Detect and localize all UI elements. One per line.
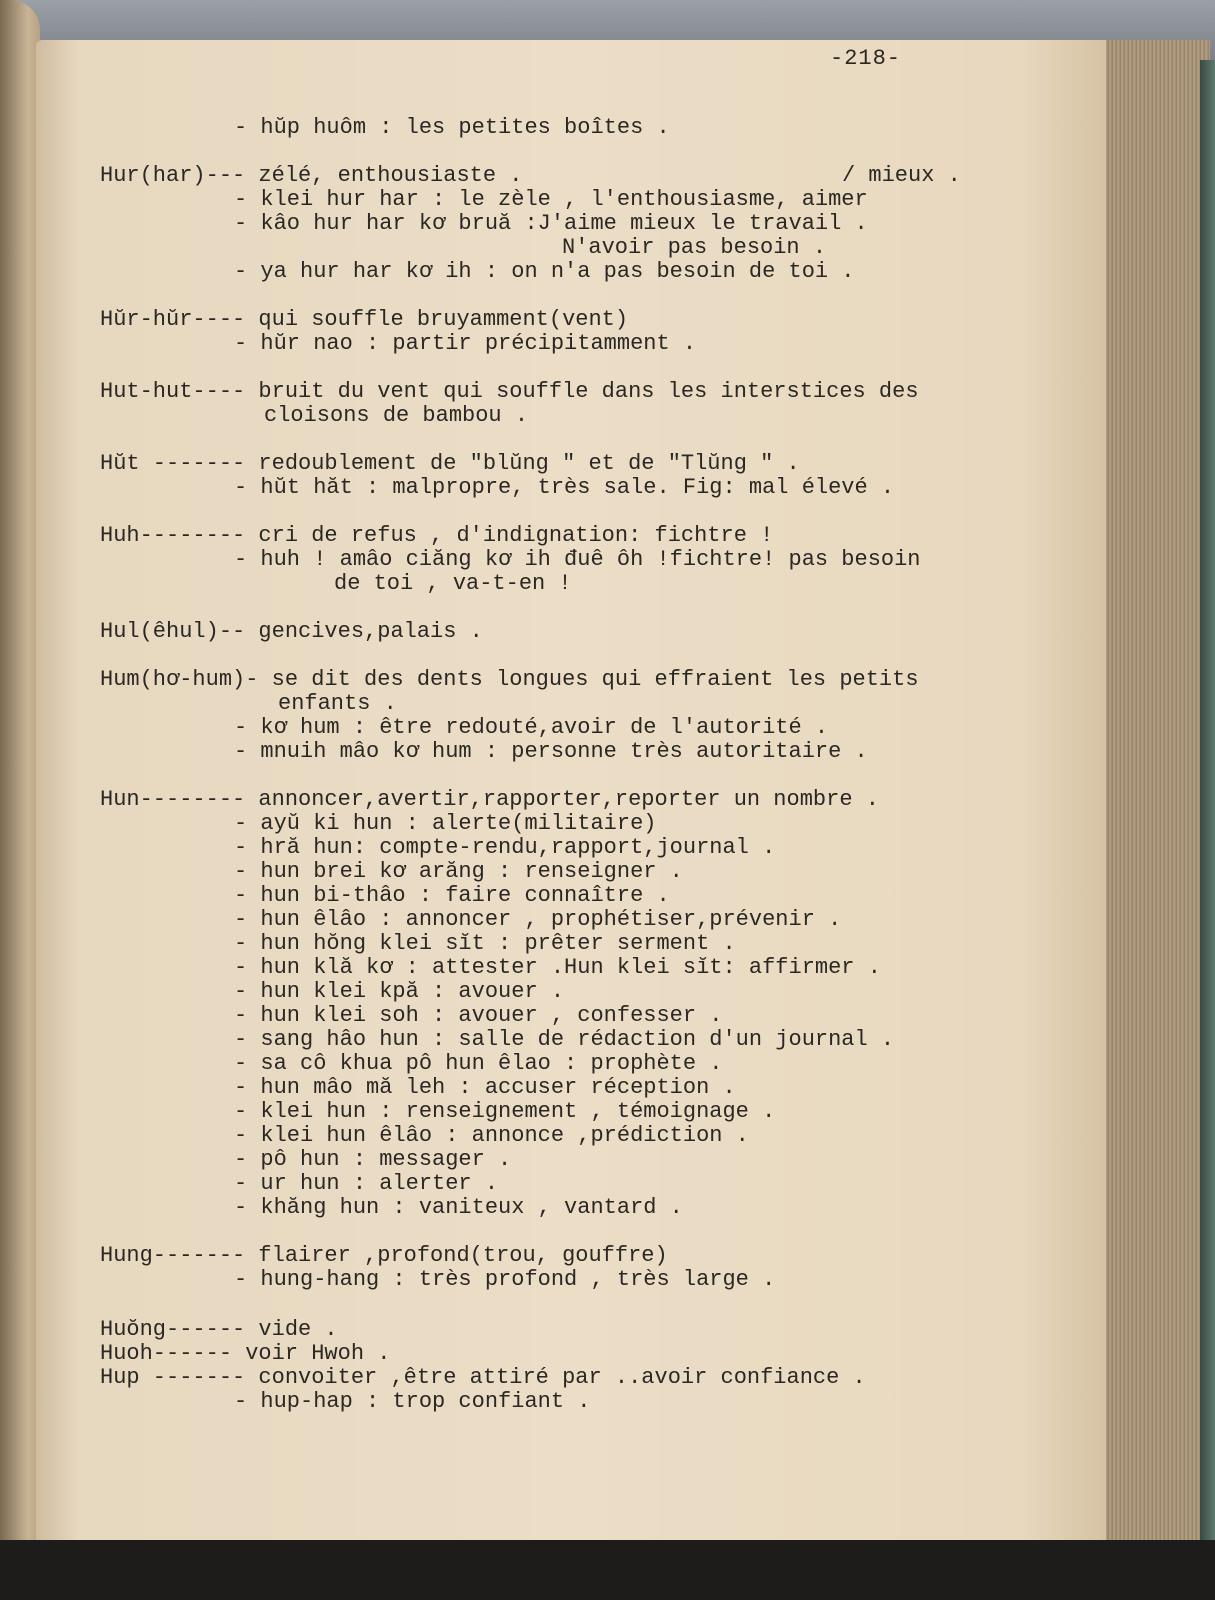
entry-line: Hŭr-hŭr---- qui souffle bruyamment(vent) bbox=[100, 307, 629, 332]
entry-line: Huoh------ voir Hwoh . bbox=[100, 1341, 391, 1366]
entry-line: Huŏng------ vide . bbox=[100, 1317, 338, 1342]
left-page-edge bbox=[0, 0, 40, 1545]
entry-line: - hup-hap : trop confiant . bbox=[234, 1389, 591, 1414]
entry-line: Hŭt ------- redoublement de "blŭng " et de "Tlŭng " . bbox=[100, 451, 800, 476]
entry-line: - sa cô khua pô hun êlao : prophète . bbox=[234, 1051, 723, 1076]
entry-line: Huh-------- cri de refus , d'indignation: fichtre ! bbox=[100, 523, 774, 548]
entry-line: / mieux . bbox=[842, 163, 961, 188]
entry-line: - hun brei kơ arăng : renseigner . bbox=[234, 859, 683, 884]
entry-line: - hŭr nao : partir précipitamment . bbox=[234, 331, 697, 356]
entry-line: - sang hâo hun : salle de rédaction d'un journal . bbox=[234, 1027, 895, 1052]
entry-line: - ya hur har kơ ih : on n'a pas besoin de toi . bbox=[234, 259, 855, 284]
entry-line: - hun bi-thâo : faire connaître . bbox=[234, 883, 670, 908]
entry-line: N'avoir pas besoin . bbox=[562, 235, 827, 260]
book-cover-edge bbox=[1200, 60, 1215, 1540]
entry-line: - hŭt hăt : malpropre, très sale. Fig: mal élevé . bbox=[234, 475, 895, 500]
entry-line: - hun êlâo : annoncer , prophétiser,prévenir . bbox=[234, 907, 842, 932]
entry-line: enfants . bbox=[278, 691, 397, 716]
entry-line: - huh ! amâo ciăng kơ ih đuê ôh !fichtre! pas besoin bbox=[234, 547, 921, 572]
entry-line: - klei hun : renseignement , témoignage . bbox=[234, 1099, 776, 1124]
page-edges bbox=[1100, 40, 1210, 1540]
entry-line: - khăng hun : vaniteux , vantard . bbox=[234, 1195, 683, 1220]
entry-line: Hul(êhul)-- gencives,palais . bbox=[100, 619, 483, 644]
bottom-shadow bbox=[0, 1540, 1215, 1600]
entry-line: Hum(hơ-hum)- se dit des dents longues qui effraient les petits bbox=[100, 667, 919, 692]
entry-line: - ur hun : alerter . bbox=[234, 1171, 499, 1196]
entry-line: - hră hun: compte-rendu,rapport,journal . bbox=[234, 835, 776, 860]
entry-line: - hun klei kpă : avouer . bbox=[234, 979, 565, 1004]
entry-line: Hun-------- annoncer,avertir,rapporter,reporter un nombre . bbox=[100, 787, 879, 812]
entry-line: - mnuih mâo kơ hum : personne très autoritaire . bbox=[234, 739, 868, 764]
entry-line: - hun klei soh : avouer , confesser . bbox=[234, 1003, 723, 1028]
entry-line: - kơ hum : être redouté,avoir de l'autorité . bbox=[234, 715, 829, 740]
entry-line: Hur(har)--- zélé, enthousiaste . bbox=[100, 163, 523, 188]
page-number: -218- bbox=[830, 46, 902, 71]
entry-line: - hun hŏng klei sĭt : prêter serment . bbox=[234, 931, 736, 956]
entry-line: - pô hun : messager . bbox=[234, 1147, 512, 1172]
entry-line: - hŭp huôm : les petites boîtes . bbox=[234, 115, 670, 140]
entry-line: Hut-hut---- bruit du vent qui souffle dans les interstices des bbox=[100, 379, 919, 404]
entry-line: de toi , va-t-en ! bbox=[334, 571, 572, 596]
entry-line: cloisons de bambou . bbox=[264, 403, 529, 428]
entry-line: Hup ------- convoiter ,être attiré par ..avoir confiance . bbox=[100, 1365, 866, 1390]
entry-line: - kâo hur har kơ bruă :J'aime mieux le travail . bbox=[234, 211, 868, 236]
entry-line: - hun klă kơ : attester .Hun klei sĭt: affirmer . bbox=[234, 955, 881, 980]
entry-line: - klei hur har : le zèle , l'enthousiasme, aimer bbox=[234, 187, 868, 212]
entry-line: - hung-hang : très profond , très large . bbox=[234, 1267, 776, 1292]
entry-line: Hung------- flairer ,profond(trou, gouffre) bbox=[100, 1243, 668, 1268]
entry-line: - ayŭ ki hun : alerte(militaire) bbox=[234, 811, 657, 836]
entry-line: - hun mâo mă leh : accuser réception . bbox=[234, 1075, 736, 1100]
entry-line: - klei hun êlâo : annonce ,prédiction . bbox=[234, 1123, 749, 1148]
